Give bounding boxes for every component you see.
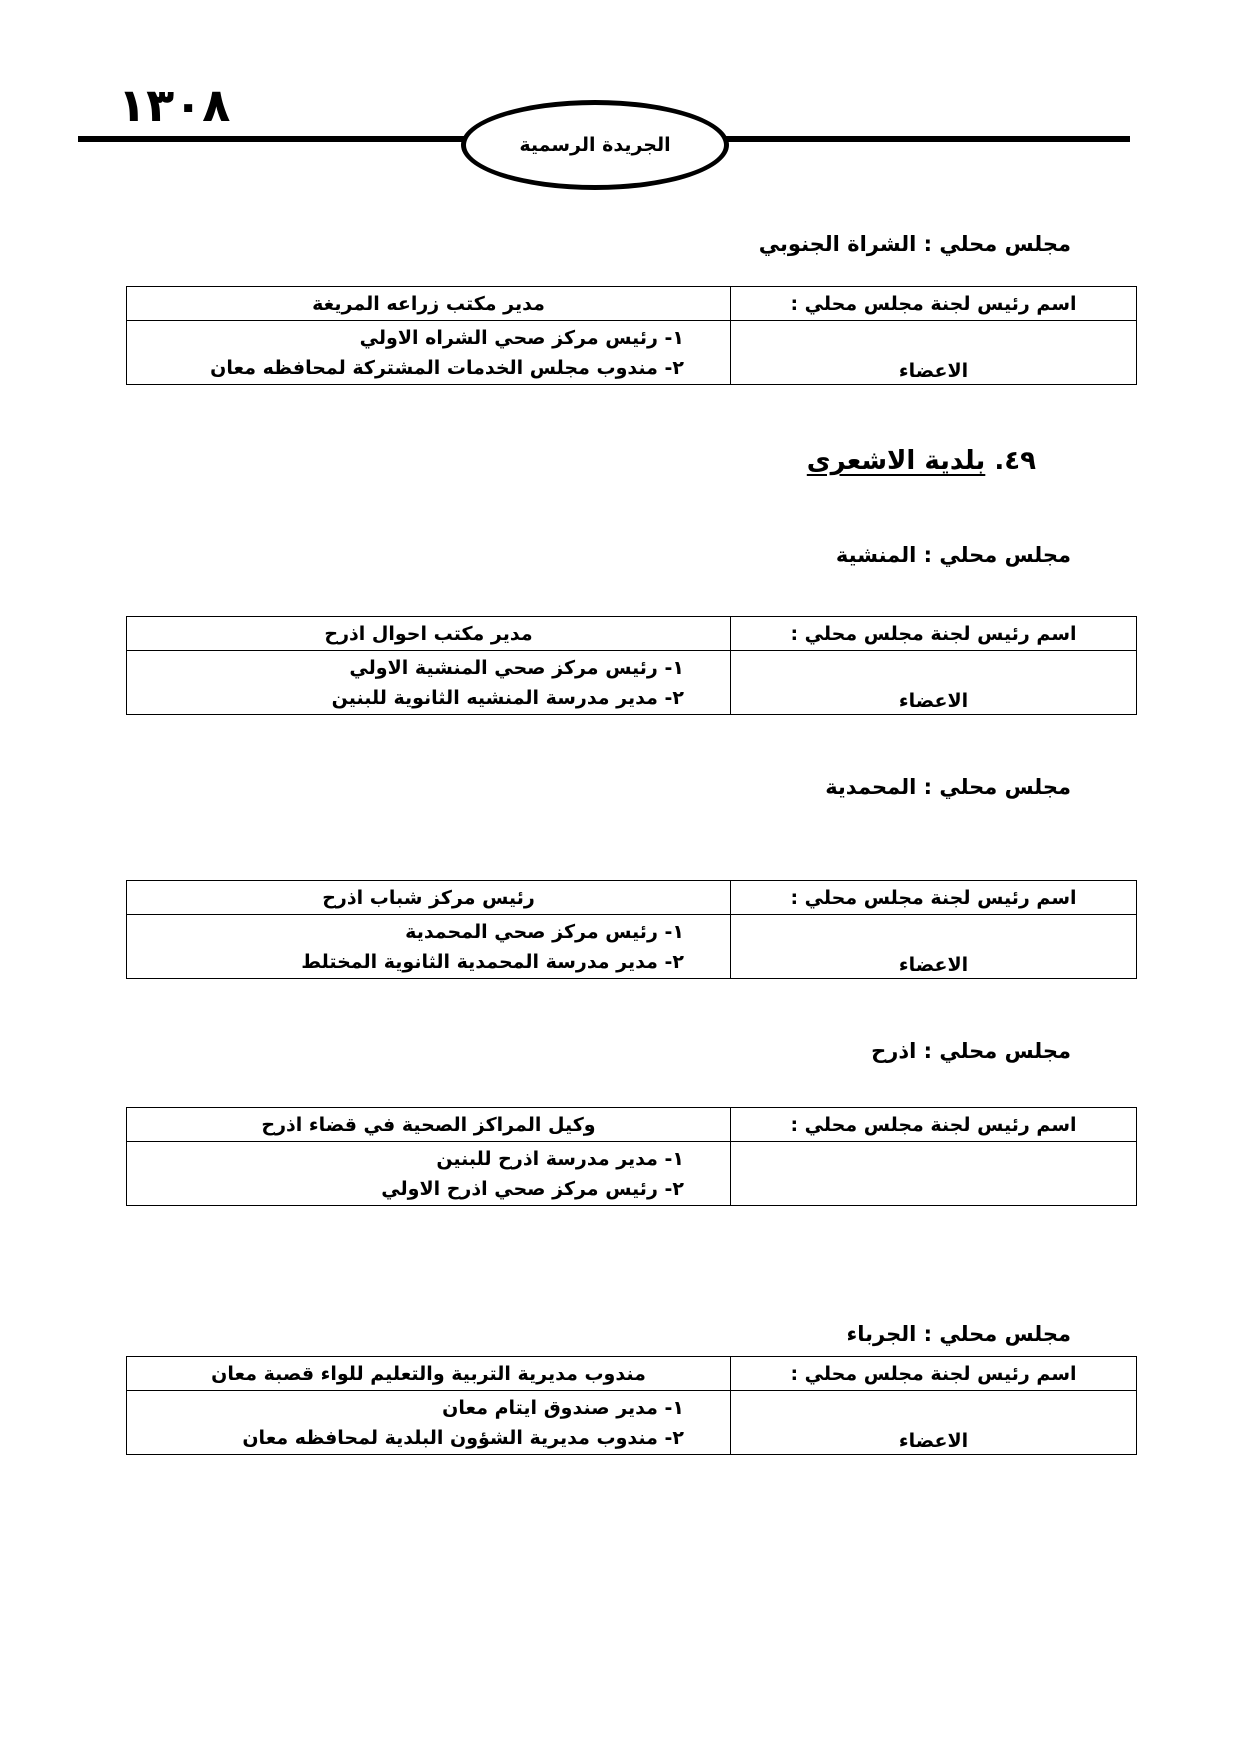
chair-label: اسم رئيس لجنة مجلس محلي : — [731, 1357, 1137, 1391]
members-row — [127, 651, 1137, 715]
chair-row — [127, 287, 1137, 321]
members-label: الاعضاء — [731, 1391, 1137, 1455]
chair-value: وكيل المراكز الصحية في قضاء اذرح — [127, 1108, 731, 1142]
member-item: ٢- رئيس مركز صحي اذرح الاولي — [381, 1177, 684, 1200]
chair-value: مدير مكتب زراعه المريغة — [127, 287, 731, 321]
member-item: ١- مدير صندوق ايتام معان — [442, 1396, 684, 1419]
council-heading: مجلس محلي : الجرباء — [846, 1322, 1071, 1346]
municipality-name: بلدية الاشعرى — [806, 446, 986, 476]
member-item: ١- رئيس مركز صحي الشراه الاولي — [359, 326, 684, 349]
chair-label: اسم رئيس لجنة مجلس محلي : — [731, 287, 1137, 321]
members-list — [127, 1391, 731, 1455]
chair-value: مدير مكتب احوال اذرح — [127, 617, 731, 651]
member-item: ١- رئيس مركز صحي المنشية الاولي — [349, 656, 684, 679]
council-table — [126, 880, 1137, 979]
members-label — [731, 1142, 1137, 1206]
council-heading: مجلس محلي : المنشية — [835, 543, 1071, 567]
member-item: ٢- مدير مدرسة المحمدية الثانوية المختلط — [301, 950, 684, 973]
chair-value: رئيس مركز شباب اذرح — [127, 881, 731, 915]
council-heading: مجلس محلي : المحمدية — [825, 775, 1071, 799]
council-heading: مجلس محلي : الشراة الجنوبي — [758, 232, 1071, 256]
chair-label: اسم رئيس لجنة مجلس محلي : — [731, 1108, 1137, 1142]
members-list — [127, 915, 731, 979]
chair-row — [127, 1108, 1137, 1142]
members-label: الاعضاء — [731, 321, 1137, 385]
member-item: ١- مدير مدرسة اذرح للبنين — [436, 1147, 684, 1170]
members-label: الاعضاء — [731, 651, 1137, 715]
council-table — [126, 286, 1137, 385]
member-item: ٢- مدير مدرسة المنشيه الثانوية للبنين — [331, 686, 684, 709]
members-list — [127, 321, 731, 385]
members-label: الاعضاء — [731, 915, 1137, 979]
gazette-title: الجريدة الرسمية — [519, 134, 671, 156]
header-oval — [461, 100, 729, 190]
member-item: ٢- مندوب مديرية الشؤون البلدية لمحافظه معان — [242, 1426, 684, 1449]
chair-label: اسم رئيس لجنة مجلس محلي : — [731, 881, 1137, 915]
members-row — [127, 321, 1137, 385]
member-item: ٢- مندوب مجلس الخدمات المشتركة لمحافظه معان — [210, 356, 684, 379]
chair-value: مندوب مديرية التربية والتعليم للواء قصبة معان — [127, 1357, 731, 1391]
council-table — [126, 616, 1137, 715]
members-row — [127, 1391, 1137, 1455]
municipality-number: ٤٩. — [994, 446, 1036, 476]
chair-row — [127, 881, 1137, 915]
member-item: ١- رئيس مركز صحي المحمدية — [405, 920, 684, 943]
members-row — [127, 1142, 1137, 1206]
municipality-heading — [807, 446, 1036, 476]
council-heading: مجلس محلي : اذرح — [871, 1039, 1071, 1063]
page-number: ١٣٠٨ — [118, 78, 231, 132]
members-list — [127, 651, 731, 715]
chair-row — [127, 1357, 1137, 1391]
council-table — [126, 1356, 1137, 1455]
members-row — [127, 915, 1137, 979]
council-table — [126, 1107, 1137, 1206]
members-list — [127, 1142, 731, 1206]
chair-label: اسم رئيس لجنة مجلس محلي : — [731, 617, 1137, 651]
chair-row — [127, 617, 1137, 651]
